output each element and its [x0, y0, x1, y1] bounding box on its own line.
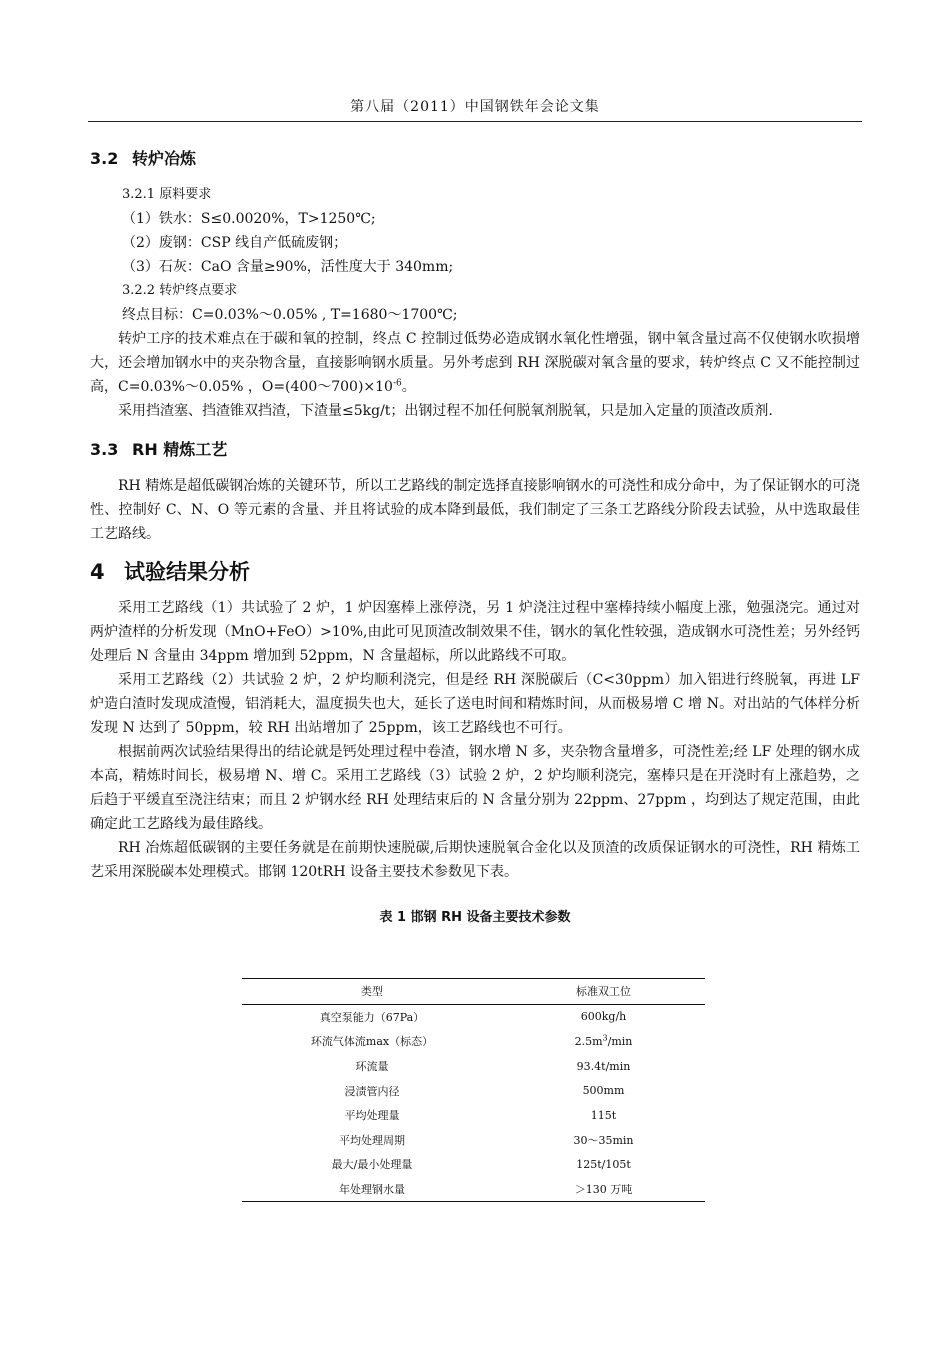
table-cell: 平均处理量 — [344, 1109, 400, 1123]
endpoint-target: 终点目标：C=0.03%～0.05% , T=1680～1700℃; — [122, 307, 458, 323]
cell-unit: /min — [607, 1034, 633, 1048]
column-header: 类型 — [242, 979, 502, 1005]
paragraph-text: 转炉工序的技术难点在于碳和氧的控制，终点 C 控制过低势必造成钢水氧化性增强，钢中氧含量过高不仅使钢水吹损增大，还会增加钢水中的夹杂物含量，直接影响钢水质量。另外考虑到 RH 深脱碳对氧含量的要求，转炉终点 C 又不能控制过高，C=0.03%～0.05% ，O=(400～700)×10 — [90, 331, 860, 395]
table-row — [242, 1004, 705, 1029]
table-cell: 30～35min — [573, 1133, 634, 1147]
table-caption: 表 1 邯钢 RH 设备主要技术参数 — [379, 910, 571, 925]
parameters-table — [242, 978, 705, 1202]
body-content — [90, 146, 860, 930]
section-number: 4 — [90, 560, 105, 584]
subsection-3-2-2-title: 3.2.2 转炉终点要求 — [122, 283, 238, 298]
column-header: 标准双工位 — [502, 979, 705, 1005]
paragraph: 根据前两次试验结果得出的结论就是钙处理过程中卷渣，钢水增 N 多，夹杂物含量增多，可浇性差;经 LF 处理的钢水成本高，精炼时间长，极易增 N、增 C。采用工艺路线（3）试验 2 炉，2 炉均顺利浇完，塞棒只是在开浇时有上涨趋势，之后趋于平缓直至浇注结束；而且 2 炉钢水经 RH 处理结束后的 N 含量分别为 22ppm、27ppm ，均到达了规定范围，由此确定此工艺路线为最佳路线。 — [90, 744, 860, 832]
table-row — [242, 1054, 705, 1079]
section-title: 试验结果分析 — [124, 560, 250, 584]
subsection-3-2-1-title: 3.2.1 原料要求 — [122, 187, 212, 202]
section-number: 3.2 — [90, 149, 119, 168]
table-row — [242, 1152, 705, 1177]
table-cell: 真空泵能力（67Pa） — [319, 1010, 425, 1024]
paragraph: 采用工艺路线（1）共试验了 2 炉，1 炉因塞棒上涨停浇，另 1 炉浇注过程中塞棒持续小幅度上涨，勉强浇完。通过对两炉渣样的分析发现（MnO+FeO）>10%,由此可见顶渣改制效果不佳，钢水的氧化性较强，造成钢水可浇性差；另外经钙处理后 N 含量由 34ppm 增加到 52ppm，N 含量超标，所以此路线不可取。 — [90, 600, 860, 664]
header-rule — [88, 121, 862, 122]
section-title: 转炉冶炼 — [132, 149, 197, 168]
table-header-row — [242, 979, 705, 1005]
paragraph: RH 冶炼超低碳钢的主要任务就是在前期快速脱碳,后期快速脱氧合金化以及顶渣的改质保证钢水的可浇性，RH 精炼工艺采用深脱碳本处理模式。邯钢 120tRH 设备主要技术参数见下表。 — [90, 840, 860, 880]
section-3-3-heading — [90, 437, 860, 460]
table-cell: 平均处理周期 — [339, 1133, 405, 1147]
table-cell: 浸渍管内径 — [344, 1084, 400, 1098]
material-item-2: （2）废钢：CSP 线自产低硫废钢； — [122, 235, 348, 251]
table-cell: 600kg/h — [580, 1010, 627, 1024]
table-cell: 环流气体流max（标态） — [310, 1035, 434, 1049]
section-4-heading — [90, 556, 860, 586]
section-3-2-heading — [90, 146, 860, 169]
table-cell: 125t/105t — [576, 1157, 631, 1171]
material-item-3: （3）石灰：CaO 含量≥90%，活性度大于 340mm; — [122, 259, 454, 275]
table-cell: 93.4t/min — [576, 1059, 631, 1073]
section-number: 3.3 — [90, 440, 119, 459]
table-row — [242, 1177, 705, 1202]
running-header: 第八届（2011）中国钢铁年会论文集 — [350, 99, 600, 115]
table-cell: ＞130 万吨 — [574, 1183, 633, 1197]
table-cell: 环流量 — [355, 1060, 389, 1074]
table-cell — [502, 1029, 705, 1054]
table-row — [242, 1103, 705, 1128]
material-item-1: （1）铁水：S≤0.0020%，T>1250℃; — [122, 211, 376, 227]
paragraph: 采用工艺路线（2）共试验 2 炉，2 炉均顺利浇完，但是经 RH 深脱碳后（C<30ppm）加入铝进行终脱氧，再进 LF 炉造白渣时发现成渣慢，铝消耗大，温度损失也大，延长了送电时间和精炼时间，从而极易增 C 增 N。对出站的气体样分析发现 N 达到了 50ppm，较 RH 出站增加了 25ppm，该工艺路线也不可行。 — [90, 672, 860, 736]
superscript: -6 — [392, 378, 402, 389]
section-title: RH 精炼工艺 — [132, 440, 228, 459]
table-cell: 115t — [590, 1108, 617, 1122]
paragraph — [90, 327, 860, 399]
cell-value: 2.5m — [574, 1034, 603, 1048]
table-cell: 500mm — [582, 1084, 625, 1098]
table-row — [242, 1128, 705, 1153]
paragraph-end: 。 — [401, 379, 416, 395]
table-cell: 最大/最小处理量 — [331, 1158, 413, 1172]
table-cell: 年处理钢水量 — [339, 1183, 405, 1197]
table-row — [242, 1078, 705, 1103]
paragraph: RH 精炼是超低碳钢冶炼的关键环节，所以工艺路线的制定选择直接影响钢水的可浇性和成分命中，为了保证钢水的可浇性、控制好 C、N、O 等元素的含量、并且将试验的成本降到最低，我们制定了三条工艺路线分阶段去试验，从中选取最佳工艺路线。 — [90, 478, 860, 542]
superscript: 3 — [602, 1033, 608, 1043]
paragraph: 采用挡渣塞、挡渣锥双挡渣，下渣量≤5kg/t；出钢过程不加任何脱氧剂脱氧，只是加入定量的顶渣改质剂. — [118, 403, 773, 419]
table-row — [242, 1029, 705, 1054]
